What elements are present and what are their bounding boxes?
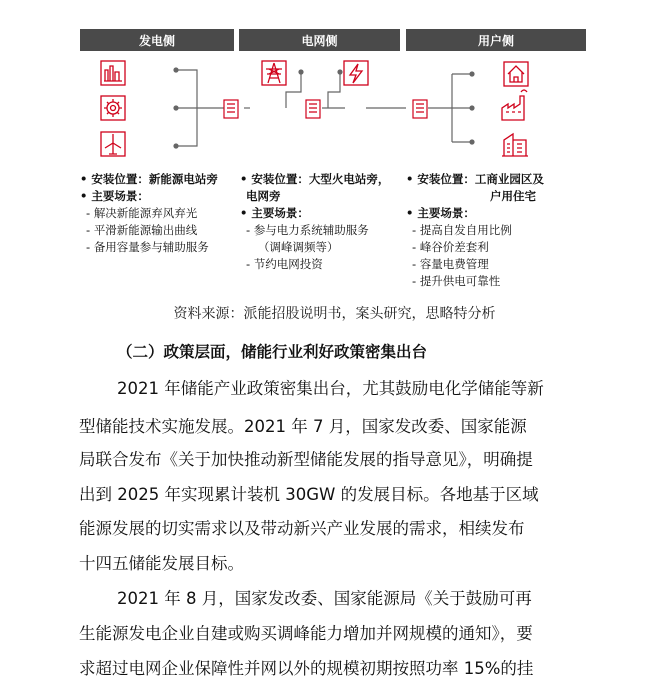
transmission-tower-icon bbox=[262, 61, 286, 85]
gen-scene-item: 平滑新能源输出曲线 bbox=[93, 223, 198, 237]
gen-scene-item: 备用容量参与辅助服务 bbox=[93, 240, 209, 254]
user-scene-item: 提升供电可靠性 bbox=[419, 274, 501, 288]
user-scene-item: 容量电费管理 bbox=[419, 257, 489, 271]
figure-source-caption: 资料来源：派能招股说明书，案头研究，思略特分析 bbox=[173, 306, 496, 322]
header-generation-label: 发电侧 bbox=[138, 33, 175, 48]
generation-bullets: • 安装位置：新能源电站旁 • 主要场景： - 解决新能源弃风弃光 - 平滑新能源输出曲线 - 备用容量参与辅助服务 bbox=[80, 172, 218, 254]
grid-scene-label: 主要场景： bbox=[251, 206, 309, 220]
paragraph-line: 十四五储能发展目标。 bbox=[79, 554, 244, 573]
grid-location-label: 安装位置： bbox=[251, 172, 309, 186]
user-scene-item: 峰谷价差套利 bbox=[419, 240, 489, 254]
wind-turbine-icon bbox=[101, 132, 125, 156]
paragraph-line: 型储能技术实施发展。2021 年 7 月，国家发改委、国家能源 bbox=[79, 417, 527, 436]
house-icon bbox=[504, 62, 528, 86]
grid-scene-item: 节约电网投资 bbox=[253, 257, 323, 271]
lightning-bolt-icon bbox=[344, 61, 368, 85]
paragraph-line: 求超过电网企业保障性并网以外的规模初期按照功率 15%的挂 bbox=[79, 659, 534, 678]
grid-scene-item: 参与电力系统辅助服务 bbox=[253, 223, 369, 237]
factory-icon bbox=[502, 90, 527, 120]
gen-scene-label: 主要场景： bbox=[91, 189, 149, 203]
wind-turbine-gear-icon bbox=[101, 96, 125, 120]
user-location-value: 工商业园区及 bbox=[474, 172, 544, 186]
user-scene-label: 主要场景： bbox=[417, 206, 475, 220]
gen-location-label: 安装位置： bbox=[91, 172, 149, 186]
paragraph-line: 能源发展的切实需求以及带动新兴产业发展的需求，相续发布 bbox=[79, 519, 525, 538]
paragraph-line: 局联合发布《关于加快推动新型储能发展的指导意见》，明确提 bbox=[79, 450, 533, 469]
user-location-label: 安装位置： bbox=[417, 172, 475, 186]
battery-storage-icon bbox=[306, 100, 320, 118]
user-location-value-cont: 户用住宅 bbox=[490, 189, 536, 203]
section-heading: （二）政策层面，储能行业利好政策密集出台 bbox=[117, 343, 428, 361]
user-bullets: • 安装位置：工商业园区及 户用住宅 • 主要场景： - 提高自发自用比例 - 峰谷价差套利 - 容量电费管理 - 提升供电可靠性 bbox=[406, 172, 544, 288]
energy-storage-diagram bbox=[0, 0, 669, 170]
grid-scene-item-cont: （调峰调频等） bbox=[258, 240, 339, 254]
paragraph-line: 2021 年储能产业政策密集出台，尤其鼓励电化学储能等新 bbox=[117, 379, 544, 398]
header-user-label: 用户侧 bbox=[477, 33, 514, 48]
battery-storage-icon bbox=[413, 100, 427, 118]
gen-location-value: 新能源电站旁 bbox=[148, 172, 218, 186]
grid-location-value-cont: 电网旁 bbox=[246, 189, 281, 203]
header-grid-label: 电网侧 bbox=[301, 33, 338, 48]
paragraph-line: 出到 2025 年实现累计装机 30GW 的发展目标。各地基于区域 bbox=[79, 485, 539, 504]
paragraph-line: 生能源发电企业自建或购买调峰能力增加并网规模的通知》，要 bbox=[79, 624, 533, 643]
grid-location-value: 大型火电站旁， bbox=[308, 172, 390, 186]
power-plant-icon bbox=[101, 61, 125, 85]
user-scene-item: 提高自发自用比例 bbox=[419, 223, 512, 237]
battery-storage-icon bbox=[224, 100, 238, 118]
paragraph-line: 2021 年 8 月，国家发改委、国家能源局《关于鼓励可再 bbox=[117, 589, 532, 608]
gen-scene-item: 解决新能源弃风弃光 bbox=[93, 206, 198, 220]
grid-bullets: • 安装位置：大型火电站旁， 电网旁 • 主要场景： - 参与电力系统辅助服务 （调峰调频等） - 节约电网投资 bbox=[240, 172, 390, 271]
office-building-icon bbox=[502, 134, 528, 156]
